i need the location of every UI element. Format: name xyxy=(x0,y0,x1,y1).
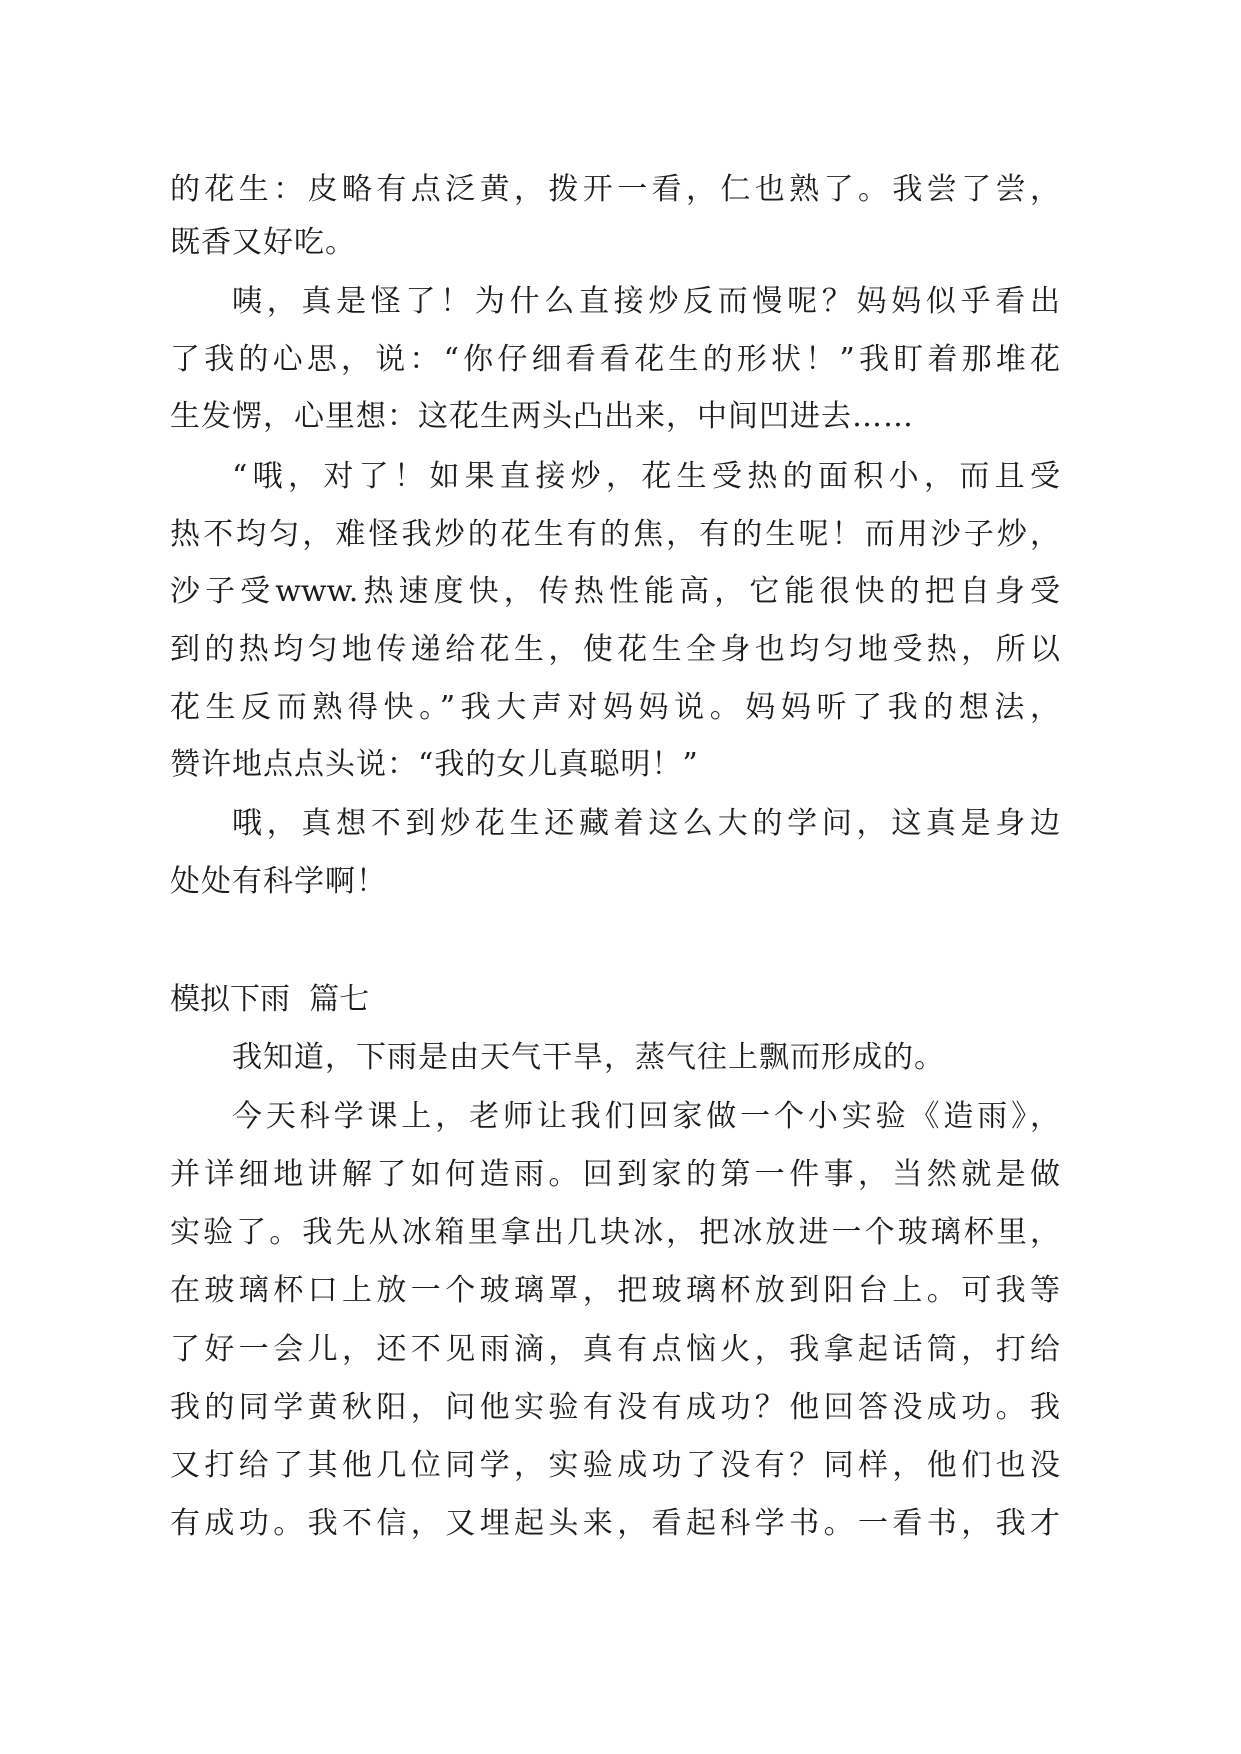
text-line: 处处有科学啊！ xyxy=(170,864,387,899)
text-line: 我的同学黄秋阳，问他实验有没有成功？他回答没成功。我 xyxy=(170,1390,1060,1425)
text-line: 又打给了其他几位同学，实验成功了没有？同样，他们也没 xyxy=(170,1448,1060,1483)
text-line: 到的热均匀地传递给花生，使花生全身也均匀地受热，所以 xyxy=(170,632,1060,667)
text-line: 有成功。我不信，又埋起头来，看起科学书。一看书，我才 xyxy=(170,1506,1060,1541)
text-line: 赞许地点点头说：“我的女儿真聪明！” xyxy=(170,747,699,782)
text-line: 花生反而熟得快。”我大声对妈妈说。妈妈听了我的想法， xyxy=(170,690,1060,725)
section-heading: 模拟下雨 篇七 xyxy=(170,982,370,1017)
text-line: 今天科学课上，老师让我们回家做一个小实验《造雨》， xyxy=(232,1099,1060,1134)
text-line: 既香又好吃。 xyxy=(170,225,356,260)
text-line: “哦，对了！如果直接炒，花生受热的面积小，而且受 xyxy=(232,459,1060,494)
text-line: 沙子受www.热速度快，传热性能高，它能很快的把自身受 xyxy=(170,574,1060,609)
text-line: 哦，真想不到炒花生还藏着这么大的学问，这真是身边 xyxy=(232,806,1060,841)
text-line: 生发愣，心里想：这花生两头凸出来，中间凹进去…… xyxy=(170,399,914,434)
text-line: 热不均匀，难怪我炒的花生有的焦，有的生呢！而用沙子炒， xyxy=(170,517,1060,552)
text-line: 了我的心思，说：“你仔细看看花生的形状！”我盯着那堆花 xyxy=(170,342,1060,377)
text-line: 咦，真是怪了！为什么直接炒反而慢呢？妈妈似乎看出 xyxy=(232,284,1060,319)
text-line: 了好一会儿，还不见雨滴，真有点恼火，我拿起话筒，打给 xyxy=(170,1332,1060,1367)
text-line: 我知道，下雨是由天气干旱，蒸气往上飘而形成的。 xyxy=(232,1040,945,1075)
text-line: 并详细地讲解了如何造雨。回到家的第一件事，当然就是做 xyxy=(170,1157,1060,1192)
text-line: 实验了。我先从冰箱里拿出几块冰，把冰放进一个玻璃杯里， xyxy=(170,1215,1060,1250)
text-line: 的花生：皮略有点泛黄，拨开一看，仁也熟了。我尝了尝， xyxy=(170,172,1060,207)
text-line: 在玻璃杯口上放一个玻璃罩，把玻璃杯放到阳台上。可我等 xyxy=(170,1273,1060,1308)
